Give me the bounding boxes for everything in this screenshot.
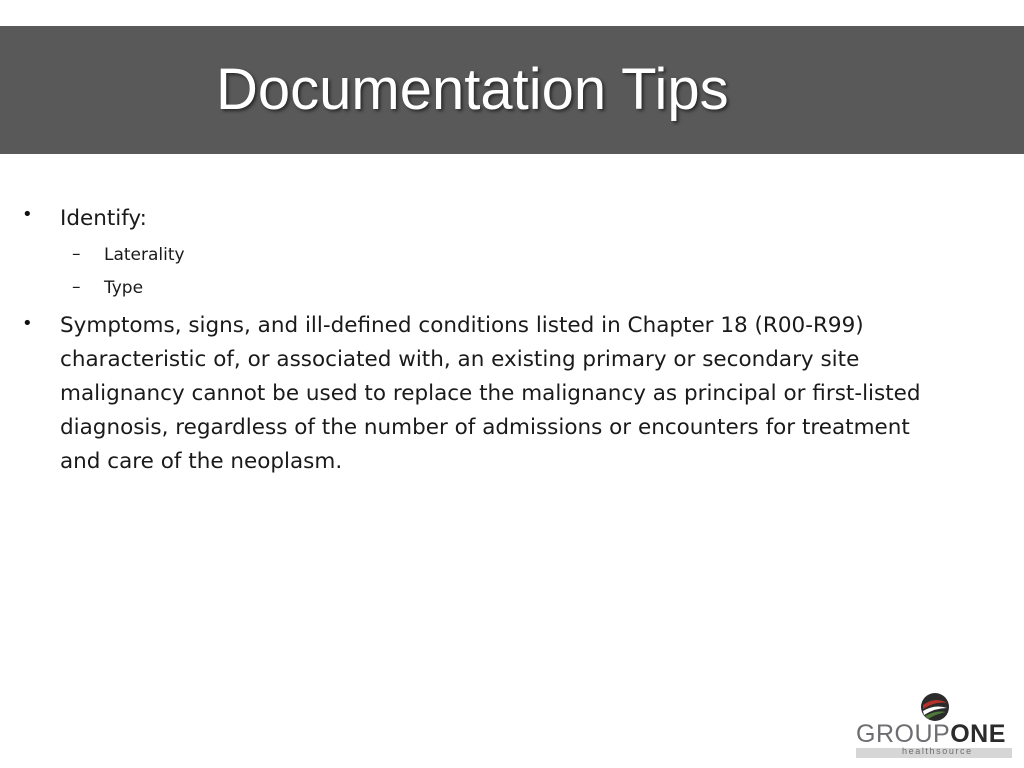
logo-word-group: GROUP: [856, 720, 951, 748]
groupone-logo: [856, 692, 1016, 760]
logo-word-one: ONE: [950, 720, 1006, 748]
bullet-marker: •: [22, 204, 33, 225]
sub-bullet-text: Type: [104, 278, 144, 298]
bullet-marker: •: [22, 313, 33, 334]
slide-title: Documentation Tips: [216, 57, 729, 122]
logo-wordmark: [856, 720, 1006, 748]
bullet-text: Identify:: [60, 206, 147, 231]
sub-bullet-marker: –: [72, 277, 81, 297]
logo-swirl-icon: [920, 692, 950, 722]
sub-bullet-text: Laterality: [104, 245, 185, 265]
logo-tagline: healthsource: [902, 746, 973, 756]
bullet-text: Symptoms, signs, and ill-defined conditions listed in Chapter 18 (R00-R99) characteristic of, or associated with, an existing primary or secondary site malignancy cannot be used to replace the malignancy as principal or first-listed diagnosis, regardless of the number of admissions or encounters for treatment and care of the neoplasm.: [60, 313, 921, 474]
sub-bullet-marker: –: [72, 244, 81, 264]
